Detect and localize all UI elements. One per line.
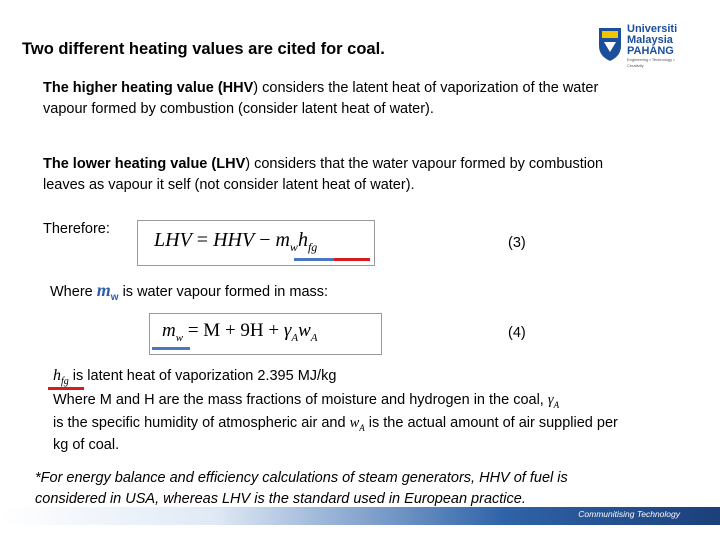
hhv-bold-lead: The higher heating value ( <box>43 80 223 96</box>
lhv-abbr: LHV <box>216 156 246 172</box>
where-mw-line: Where $m_w$ is water vapour formed in mass: <box>50 280 329 303</box>
hhv-paragraph <box>43 78 693 120</box>
slide-title: Two different heating values are cited for coal. <box>22 40 385 58</box>
hfg-line: $h_{fg}$ is latent heat of vaporization 2.395 MJ/kg <box>53 367 337 387</box>
footnote <box>35 468 675 510</box>
kg-of-coal-line: kg of coal. <box>53 437 120 453</box>
therefore-label: Therefore: <box>43 221 110 237</box>
hhv-text-line1: ) considers the latent heat of vaporization of the water <box>253 80 599 96</box>
hhv-text-line2: vapour formed by combustion (consider latent heat of water). <box>43 101 434 117</box>
humidity-line: is the specific humidity of atmospheric air and $w_A$ is the actual amount of air supplied per <box>53 415 618 433</box>
lhv-paragraph <box>43 154 693 196</box>
footnote-line1: *For energy balance and efficiency calculations of steam generators, HHV of fuel is <box>35 470 568 486</box>
where-mh-line: Where M and H are the mass fractions of moisture and hydrogen in the coal, $\gamma_A$ <box>53 392 560 410</box>
lhv-text-line2: leaves as vapour it self (not consider latent heat of water). <box>43 177 415 193</box>
lhv-text-line1: ) considers that the water vapour formed by combustion <box>245 156 604 172</box>
footnote-line2: considered in USA, whereas LHV is the standard used in European practice. <box>35 491 526 507</box>
equation-4-box <box>149 313 382 355</box>
equation-4-number: (4) <box>508 325 526 341</box>
equation-3-number: (3) <box>508 235 526 251</box>
hhv-abbr: HHV <box>222 80 254 96</box>
mw-underline-2 <box>152 347 190 350</box>
footer-tagline: Communitising Technology <box>578 509 680 519</box>
mw-underline <box>294 258 334 261</box>
university-logo <box>597 23 687 68</box>
crest-icon <box>597 26 623 62</box>
logo-text: Universiti Malaysia PAHANG Engineering • Technology • Creativity <box>627 23 678 68</box>
hfg-underline-2 <box>48 387 84 390</box>
lhv-bold-lead: The lower heating value ( <box>43 156 217 172</box>
equation-4: $m_w = M + 9H + \gamma_Aw_A$ <box>162 320 318 344</box>
hfg-underline <box>334 258 370 261</box>
equation-3-box <box>137 220 375 266</box>
equation-3: LHV = HHV − $m_wh_{fg}$ <box>154 229 318 254</box>
